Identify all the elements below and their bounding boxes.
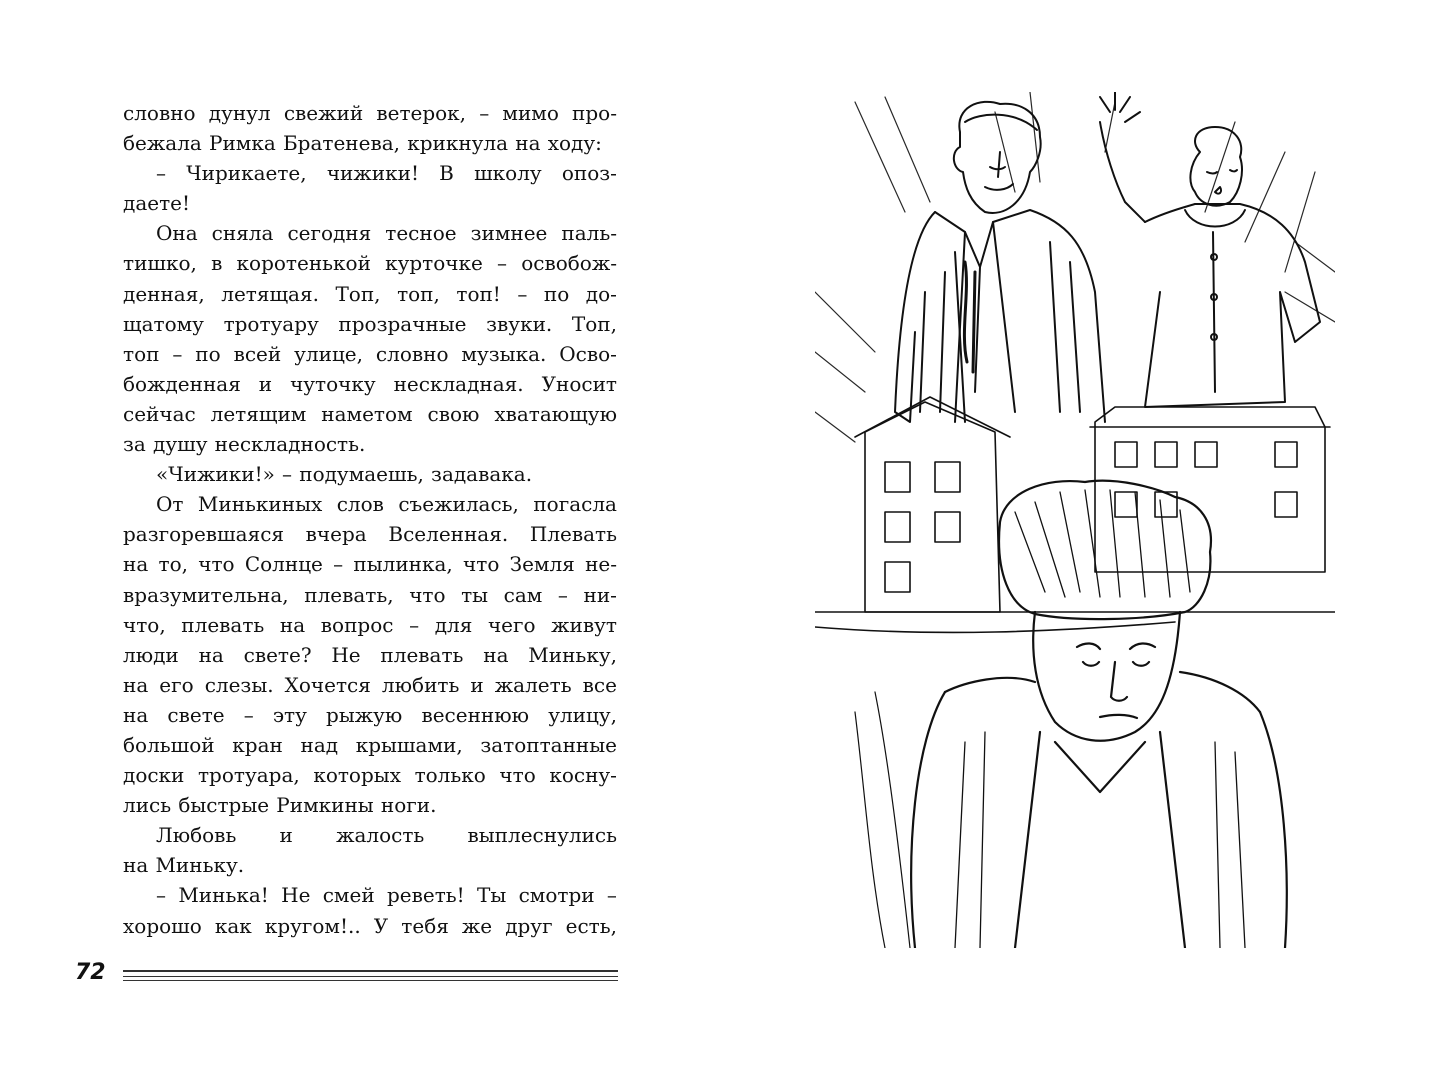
text-line: разгоревшаяся вчера Вселенная. Плевать xyxy=(123,522,617,547)
boy-figure xyxy=(855,481,1287,948)
text-line: щатому тротуару прозрачные звуки. Топ, xyxy=(123,311,617,336)
text-line: сейчас летящим наметом свою хватающую xyxy=(123,401,617,426)
text-line: даете! xyxy=(123,191,191,216)
text-line: доски тротуара, которых только что косну- xyxy=(123,763,617,788)
text-line: тишко, в коротенькой курточке – освобож- xyxy=(123,251,617,276)
buildings xyxy=(815,397,1335,632)
woman-figure xyxy=(1100,92,1320,407)
text-line: – Чирикаете, чижики! В школу опоз- xyxy=(156,161,617,186)
footer-rule xyxy=(123,976,618,977)
text-line: на то, что Солнце – пылинка, что Земля не- xyxy=(123,552,617,577)
text-line: – Минька! Не смей реветь! Ты смотри – xyxy=(156,883,617,908)
body-text xyxy=(123,98,617,941)
text-line: на Миньку. xyxy=(123,853,245,878)
page-footer xyxy=(75,958,620,994)
text-line: на его слезы. Хочется любить и жалеть все xyxy=(123,672,617,697)
text-line: словно дунул свежий ветерок, – мимо про- xyxy=(123,101,617,125)
text-line: лись быстрые Римкины ноги. xyxy=(123,793,437,818)
man-figure xyxy=(895,102,1105,422)
sky-hatching xyxy=(815,92,1335,442)
text-line: люди на свете? Не плевать на Миньку, xyxy=(123,642,617,667)
text-line: Любовь и жалость выплеснулись xyxy=(156,823,617,848)
page-number: 72 xyxy=(75,960,106,985)
illustration xyxy=(815,92,1335,948)
text-line: От Минькиных слов съежилась, погасла xyxy=(156,492,617,517)
text-line: денная, летящая. Топ, топ, топ! – по до- xyxy=(123,281,617,306)
footer-rule xyxy=(123,980,618,981)
text-line: что, плевать на вопрос – для чего живут xyxy=(123,612,617,637)
text-line: хорошо как кругом!.. У тебя же друг есть, xyxy=(123,913,617,938)
text-line: вразумительна, плевать, что ты сам – ни- xyxy=(123,582,617,607)
text-line: «Чижики!» – подумаешь, задавака. xyxy=(156,462,533,487)
text-line: божденная и чуточку нескладная. Уносит xyxy=(123,371,617,396)
text-line: большой кран над крышами, затоптанные xyxy=(123,732,617,757)
footer-rule xyxy=(123,970,618,972)
text-line: Она сняла сегодня тесное зимнее паль- xyxy=(156,221,617,246)
text-line: топ – по всей улице, словно музыка. Осво- xyxy=(123,341,617,366)
text-line: бежала Римка Братенева, крикнула на ходу: xyxy=(123,131,602,156)
text-line: на свете – эту рыжую весеннюю улицу, xyxy=(123,702,617,727)
text-line: за душу нескладность. xyxy=(123,432,366,457)
